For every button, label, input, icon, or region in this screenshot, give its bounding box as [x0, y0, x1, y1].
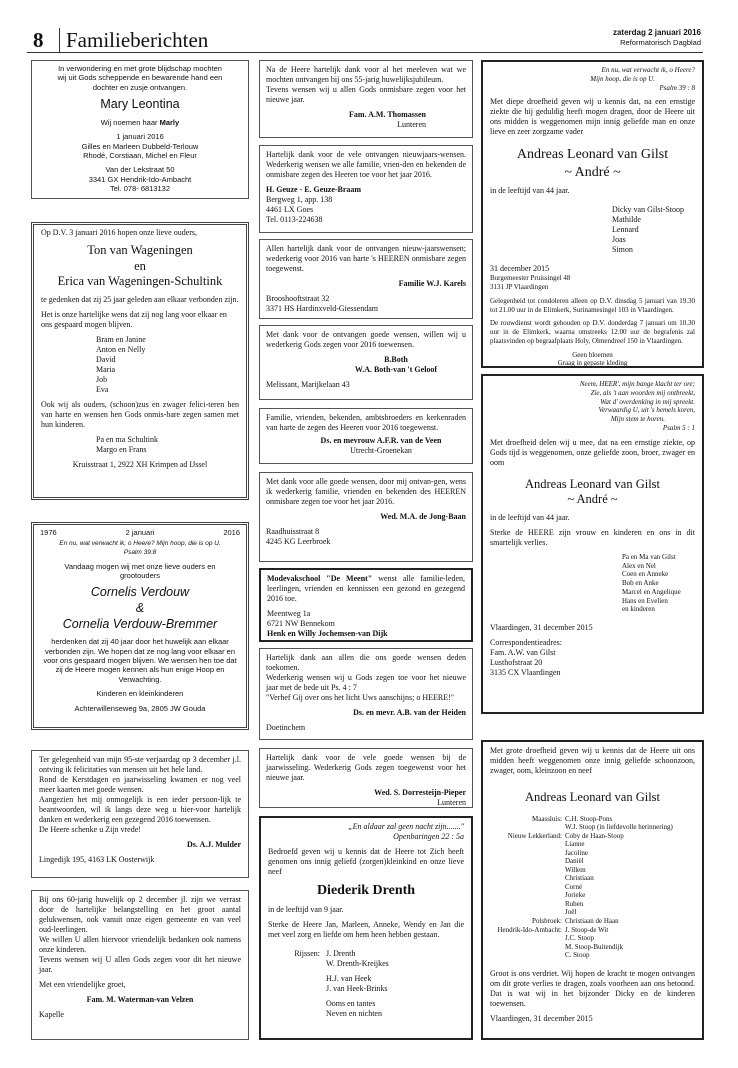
body-text: te gedenken dat zij 25 jaar geleden aan elkaar verbonden zijn.: [41, 294, 239, 304]
place: Utrecht-Groenekan: [350, 446, 412, 455]
address-line: Brooshooftstraat 32: [266, 294, 330, 303]
address-line: 3135 CX Vlaardingen: [490, 668, 561, 677]
death-date: Vlaardingen, 31 december 2015: [490, 1013, 593, 1023]
body-text: herdenken dat zij 40 jaar door het huwelijk aan elkaar verbonden zijn. We hopen dat ze nog lang voor elkaar en voor ons gespaard mogen blijven. We wensen hen toe dat zij de Heere mogen kennen als hun enige Hoop en Verwachting.: [43, 637, 237, 684]
address-line: 6721 NW Bennekom: [267, 619, 335, 628]
body-text: Groot is ons verdriet. Wij hopen de kracht te mogen ontvangen om dit grote verlies te dragen, zoals voorheen aan ons betoond. Dat is wat wij in het bijzonder Dicky en de kinderen toewensen.: [490, 968, 695, 1008]
family-row: Ruben: [565, 899, 584, 908]
address-line: 3371 HS Hardinxveld-Giessendam: [266, 304, 378, 313]
person-name: Ton van Wageningen: [87, 243, 193, 257]
body-text: Hartelijk dank aan allen die ons goede wensen deden toekomen.: [266, 653, 466, 672]
address-line: 3131 JP Vlaardingen: [490, 283, 549, 291]
body-text: Bij ons 60-jarig huwelijk op 2 december jl. zijn we verrast door de hartelijke belangstelling en het groot aantal gelukwensen, ook vanuit onze eigen gemeente en van veel oud-leerlingen.: [39, 895, 241, 934]
note: Graag in gepaste kleding: [557, 359, 628, 368]
thanks-notice-karels: [259, 239, 473, 319]
place-label: Rijssen:: [294, 948, 320, 958]
signature: Ds. A.J. Mulder: [187, 840, 241, 849]
thanks-notice-mulder: [31, 750, 249, 878]
body-text: Sterke de HEERE zijn vrouw en kinderen en ons in dit smartelijk verlies.: [490, 527, 695, 547]
conjunction: en: [134, 258, 146, 273]
deceased-name: Diederik Drenth: [316, 883, 416, 898]
body-text: "Verhef Gij over ons het licht Uws aanschijns; o HEERE!": [266, 693, 455, 702]
death-notice-andre-in-laws: [481, 740, 704, 1040]
family-member: Marcel en Angelique: [622, 587, 681, 596]
death-date: 31 december 2015: [490, 264, 550, 274]
thanks-notice-heiden: [259, 648, 473, 740]
bible-verse: En nu, wat verwacht ik, o Heere?: [601, 66, 695, 74]
call-name: Marly: [159, 117, 180, 127]
bible-verse: Mijn hoop, die is op U.: [590, 74, 655, 83]
family-block: [268, 949, 464, 1019]
year-row: [40, 528, 240, 537]
bible-verse: En nu, wat verwacht ik, o Heere? Mijn hoop, die is op U.: [59, 540, 221, 548]
thanks-notice-waterman: [31, 890, 249, 1040]
family-row: Nieuw Lekkerland: Coby de Haan-Stoop: [507, 831, 624, 840]
person-name: Erica van Wageningen-Schultink: [57, 274, 223, 289]
place: Lunteren: [397, 120, 426, 129]
verse-line: Wat d' overdenking in mij spreekt.: [600, 397, 695, 406]
body-text: Met grote droefheid geven wij u kennis dat de Heere uit ons midden heeft weggenomen onze innig geliefde schoonzoon, zwager, oom, kleinzoon en neef: [490, 746, 695, 775]
list-item: Anton en Nelly: [96, 344, 146, 354]
body-text: De Heere schenke u Zijn vrede!: [39, 825, 141, 834]
place: Lunteren: [437, 798, 466, 807]
list-item: Bram en Janine: [96, 334, 146, 344]
address-line: Burgemeester Pruissingel 48: [490, 274, 571, 283]
address-line: Meentweg 1a: [267, 609, 311, 618]
issue-date: zaterdag 2 januari 2016: [612, 28, 701, 37]
family-row: Corné: [565, 882, 583, 891]
signature: Ds. en mevr. A.B. van der Heiden: [353, 708, 466, 717]
anniversary-date: 2 januari: [125, 528, 155, 537]
start-year: 1976: [40, 528, 57, 537]
age-line: in de leeftijd van 44 jaar.: [490, 186, 570, 196]
deceased-name: Andreas Leonard van Gilst: [524, 476, 661, 491]
call-name-prefix: Wij noemen haar: [100, 117, 158, 127]
deceased-name: Andreas Leonard van Gilst: [516, 147, 669, 163]
body-text: Wederkerig wensen wij u Gods zegen toe voor het nieuwe jaar met de bede uit Ps. 4 : 7: [266, 673, 466, 692]
wishes-notice-veen: [259, 408, 473, 464]
address-line: Raadhuisstraat 8: [266, 527, 320, 536]
person-name: Cornelis Verdouw: [90, 585, 190, 600]
body-text: Bedroefd geven wij u kennis dat de Heere tot Zich heeft genomen ons innig geliefd (zorgen)kleinkind en onze lieve neef: [268, 847, 464, 876]
list-item: David: [96, 354, 116, 364]
siblings: Rhodé, Corstiaan, Michel en Fleur: [83, 150, 197, 160]
signature: Fam. A.M. Thomassen: [349, 110, 426, 119]
death-notice-andre-wife: [481, 60, 704, 368]
family-member: Dicky van Gilst-Stoop: [612, 205, 684, 215]
person-name: Cornelia Verdouw-Bremmer: [62, 616, 218, 631]
section-title: Familieberichten: [59, 28, 208, 53]
address-line: Fam. A.W. van Gilst: [490, 648, 556, 657]
family-member: en kinderen: [622, 605, 655, 614]
address-line: Bergweg 1, app. 138: [266, 195, 333, 204]
family-row: Daniël: [565, 857, 584, 866]
address-line: Kruisstraat 1, 2922 XH Krimpen ad IJssel: [72, 459, 208, 469]
body-text: Sterke de Heere Jan, Marleen, Anneke, Wendy en Jan die met veel zorg en liefde om hem heen hebben gestaan.: [268, 919, 464, 939]
family-member: J. van Heek-Brinks: [326, 983, 388, 993]
body-text: Met een vriendelijke groet,: [39, 980, 126, 989]
family-member: Hans en Evelien: [622, 596, 668, 605]
organization-name: Modevakschool "De Meent": [267, 574, 373, 583]
body-text: Hartelijk dank voor de vele goede wensen bij de jaarwisseling. Wederkerig Gods zegen toegewenst voor het nieuwe jaar.: [266, 753, 466, 782]
nickname: ~ André ~: [564, 164, 621, 180]
funeral-info: De rouwdienst wordt gehouden op D.V. donderdag 7 januari om 10.30 uur in de Elimkerk, waarna omstreeks 12.00 uur de begrafenis zal plaatsvinden op begraafplaats Holy, Olmendreef 150 in Vlaardingen.: [490, 319, 695, 345]
body-text: Tevens wensen wij U allen Gods zegen voor dit het nieuwe jaar.: [39, 955, 241, 974]
intro-line: In verwondering en met grote blijdschap mochten: [58, 64, 222, 73]
nickname: ~ André ~: [567, 492, 618, 507]
end-year: 2016: [223, 528, 240, 537]
family-row: Joël: [565, 908, 577, 917]
body-text: Familie, vrienden, bekenden, ambtsbroeders en kerkenraden van harte de zegen des Heeren voor 2016 toegewenst.: [266, 413, 466, 432]
body-text: Met droefheid delen wij u mee, dat na een ernstige ziekte, op Gods tijd is weggenomen, onze geliefde zoon, broer, zwager en oom: [490, 437, 695, 467]
intro-line: Vandaag mogen wij met onze lieve ouders en: [64, 561, 216, 571]
family-row: J.C. Stoop: [565, 934, 594, 943]
family-member: W. Drenth-Kreijkes: [326, 958, 389, 968]
thanks-notice-thomassen: [259, 60, 473, 138]
age-line: in de leeftijd van 9 jaar.: [268, 904, 344, 914]
body-text: Met dank voor alle goede wensen, door mij ontvan-gen, wens ik wederkerig familie, vrienden en bekenden des HEEREN onmisbare zegen toe voor het jaar 2016.: [266, 477, 466, 506]
body-text: wenst alle familie-leden, leerlingen, vrienden en kennissen een gezond en gezegend 2016 toe.: [267, 574, 466, 603]
signature: B.Both: [384, 355, 408, 364]
signature: Wed. M.A. de Jong-Baan: [380, 512, 466, 521]
verse-reference: Psalm 39 : 8: [659, 83, 695, 92]
phone: Tel. 0113-224638: [266, 215, 323, 224]
family-row: Christiaan: [565, 874, 594, 883]
signature: Ds. en mevrouw A.F.R. van de Veen: [320, 436, 442, 445]
family-member: Mathilde: [612, 215, 641, 225]
address-line: Lingedijk 195, 4163 LK Oosterwijk: [39, 855, 155, 864]
list-item: Maria: [96, 364, 116, 374]
family-row: Jacoline: [565, 848, 588, 857]
birth-date: 1 januari 2016: [116, 132, 164, 142]
list-item: Eva: [96, 384, 109, 394]
verse-line: Zie, als 't aan woorden mij ontbreekt,: [590, 388, 695, 397]
family-row: Willem: [565, 865, 586, 874]
thanks-notice-geuze: [259, 145, 473, 233]
deceased-name: Andreas Leonard van Gilst: [524, 790, 661, 804]
family-list: [490, 553, 695, 614]
bible-verse: „En aldaar zal geen nacht zijn.......": [348, 822, 464, 831]
family-row: Maassluis: C.H. Stoop-Pons: [532, 814, 613, 823]
intro-line: Op D.V. 3 januari 2016 hopen onze lieve ouders,: [41, 228, 198, 237]
signature: Pa en ma Schultink: [96, 434, 158, 444]
signature: H. Geuze - E. Geuze-Braam: [266, 185, 362, 194]
intro-line: dochter en zusje ontvangen.: [92, 82, 188, 92]
death-notice-diederik: [259, 816, 473, 1040]
address-line: 4245 KG Leerbroek: [266, 537, 331, 546]
thanks-notice-both: [259, 325, 473, 400]
condolence-info: Gelegenheid tot condoleren alleen op D.V. dinsdag 5 januari van 19.30 tot 21.00 uur in de Elimkerk, Surinamesingel 103 in Vlaardingen.: [490, 296, 695, 314]
family-row: C. Stoop: [565, 951, 590, 960]
children-list: [41, 335, 239, 395]
signature: Familie W.J. Karels: [398, 279, 466, 288]
anniversary-notice-wageningen: [31, 222, 249, 500]
family-member: Coen en Anneke: [622, 570, 669, 579]
family-member: H.J. van Heek: [326, 973, 372, 983]
body-text: Rond de Kerstdagen en jaarwisseling kwamen er nog veel meer kaarten met goede wensen.: [39, 775, 241, 794]
phone: Tel. 078- 6813132: [109, 184, 171, 193]
family-row: Jorieke: [565, 891, 586, 900]
psalm-verse: [490, 380, 695, 433]
verse-reference: Psalm 39:8: [123, 548, 157, 556]
body-text: Allen hartelijk dank voor de ontvangen nieuw-jaarswensen; wederkerig voor 2016 van harte 's HEEREN onmisbare zegen toegewenst.: [266, 244, 466, 273]
birth-notice: [31, 60, 249, 199]
signature: Margo en Frans: [96, 444, 147, 454]
note: Geen bloemen: [572, 350, 613, 359]
page-number: 8: [33, 28, 44, 52]
thanks-notice-jong-baan: [259, 472, 473, 562]
address-line: Melissant, Marijkelaan 43: [266, 380, 350, 389]
family-row: M. Stoop-Buitendijk: [565, 942, 623, 951]
verse-line: Verwaardig U, uit 's hemels koren,: [598, 406, 695, 415]
signature: W.A. Both-van 't Geloof: [354, 365, 438, 374]
verse-reference: Psalm 5 : 1: [662, 423, 695, 432]
address-line: Lusthofstraat 20: [490, 658, 543, 667]
family-member: Joas: [612, 235, 626, 245]
family-member: J. Drenth: [326, 948, 356, 958]
address-line: Achterwillenseweg 9a, 2805 JW Gouda: [74, 703, 206, 713]
family-row: Polsbroek: Christiaan de Haan: [532, 917, 619, 925]
address-line: Van der Lekstraat 50: [105, 165, 175, 175]
family-member: Neven en nichten: [326, 1008, 382, 1018]
verse-line: Mijn stem te horen.: [610, 415, 665, 423]
newspaper-name: Reformatorisch Dagblad: [620, 38, 701, 47]
family-member: Lennard: [612, 225, 639, 235]
verse-reference: Openbaringen 22 : 5a: [393, 832, 464, 841]
place: Doetinchem: [266, 723, 306, 732]
signature: Wed. S. Dorresteijn-Pieper: [374, 788, 466, 797]
family-member: Ooms en tantes: [326, 998, 376, 1008]
body-text: Met dank voor de ontvangen goede wensen, willen wij u wederkerig Gods zegen voor 2016 toewensen.: [266, 330, 466, 349]
place: Kapelle: [39, 1010, 64, 1019]
body-text: Met diepe droefheid geven wij u kennis dat, na een ernstige ziekte die hij geduldig heeft mogen dragen, door de Heere uit ons midden is weggenomen mijn innig geliefde man en onze lieve en zeer zorgzame vader: [490, 97, 695, 137]
death-date: Vlaardingen, 31 december 2015: [490, 623, 593, 632]
body-text: Aangezien het mij onmogelijk is een ieder persoon-lijk te beantwoorden, wil ik langs deze weg u hier-voor hartelijk danken en wederkerig een gezegend 2016 toewensen.: [39, 795, 241, 824]
death-notice-andre-parents: [481, 374, 704, 714]
wishes-notice-de-meent: [259, 568, 473, 642]
body-text: Ter gelegenheid van mijn 95-ste verjaardag op 3 december j.l. ontving ik felicitaties van mensen uit het hele land.: [39, 755, 241, 774]
age-line: in de leeftijd van 44 jaar.: [490, 512, 570, 522]
signature: Fam. M. Waterman-van Velzen: [86, 995, 194, 1004]
thanks-notice-pieper: [259, 748, 473, 808]
child-name: Mary Leontina: [100, 97, 180, 112]
conjunction: &: [135, 601, 145, 615]
family-row: Hendrik-Ido-Ambacht: J. Stoop-de Wit: [497, 925, 609, 934]
family-member: Bob en Anke: [622, 579, 659, 587]
family-member: Alex en Nel: [622, 561, 656, 570]
family-table: [490, 815, 695, 960]
verse-line: Neem, HEER', mijn bange klacht ter ore;: [579, 380, 695, 388]
family-list: [490, 205, 695, 255]
correspondence-label: Correspondentieadres:: [490, 638, 562, 647]
body-text: Na de Heere hartelijk dank voor al het meeleven wat we mochten ontvangen bij ons 55-jarig huwelijksjubileum.: [266, 65, 466, 84]
body-text: Het is onze hartelijke wens dat zij nog lang voor elkaar en ons gespaard mogen blijven.: [41, 309, 227, 329]
family-row: Lianne: [565, 840, 585, 849]
signature: Henk en Willy Jochemsen-van Dijk: [267, 629, 388, 638]
intro-line: wij uit Gods scheppende en bewarende hand een: [57, 73, 223, 83]
body-text: Ook wij als ouders, (schoon)zus en zwager felici-teren hen van harte en wensen hen Gods onmis-bare zegen samen met hun kinderen.: [41, 399, 239, 429]
family-row: W.J. Stoop (in liefdevolle herinnering): [565, 823, 673, 832]
intro-line: grootouders: [119, 571, 161, 580]
body-text: We willen U allen hiervoor vriendelijk bedanken ook namens onze kinderen.: [39, 935, 241, 954]
address-line: 4461 LX Goes: [266, 205, 314, 214]
anniversary-notice-verdouw: [31, 522, 249, 730]
list-item: Job: [96, 374, 108, 384]
signature: Kinderen en kleinkinderen: [96, 689, 184, 699]
address-line: 3341 GX Hendrik-Ido-Ambacht: [88, 174, 192, 184]
family-member: Simon: [612, 245, 633, 255]
family-member: Pa en Ma van Gilst: [622, 552, 676, 561]
body-text: Tevens wensen wij u allen Gods onmisbare zegen voor het nieuwe jaar.: [266, 85, 466, 104]
page-header: [27, 26, 703, 53]
parents: Gilles en Marleen Dubbeld-Terlouw: [81, 141, 199, 151]
body-text: Hartelijk dank voor de vele ontvangen nieuwjaars-wensen. Wederkerig wensen we alle familie, vrien-den en bekenden de onmisbare zegen des Heeren toe voor het jaar 2016.: [266, 150, 466, 179]
